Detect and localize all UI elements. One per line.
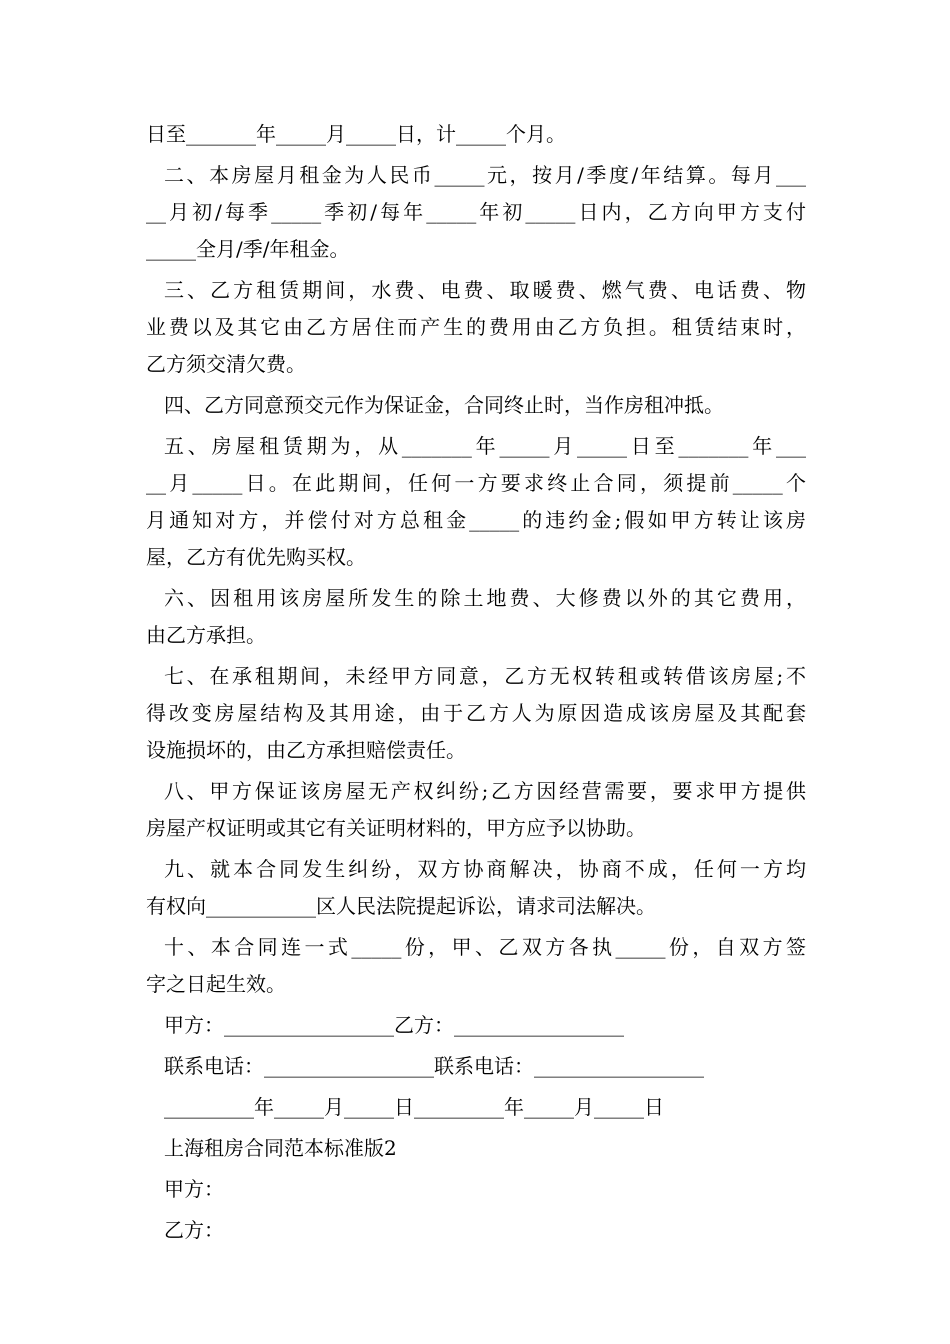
text-line: 屋，乙方有优先购买权。 — [146, 545, 366, 569]
para-7-sublet — [146, 658, 806, 769]
text-line: _________年_____月_____日_________年_____月_____日 — [164, 1095, 664, 1119]
para-5-period — [146, 428, 806, 576]
text-line: 甲方：_________________乙方：_________________ — [164, 1013, 624, 1037]
para-second-title — [146, 1130, 806, 1167]
text-line: 六、因租用该房屋所发生的除土地费、大修费以外的其它费用， — [164, 586, 806, 610]
text-line: 七、在承租期间，未经甲方同意，乙方无权转租或转借该房屋;不 — [164, 664, 806, 688]
para-9-dispute — [146, 851, 806, 925]
text-line: 甲方： — [164, 1177, 224, 1201]
text-line: __月初/每季_____季初/每年_____年初_____日内，乙方向甲方支付 — [146, 200, 806, 224]
para-signature-phones — [146, 1048, 806, 1085]
text-line: 五、房屋租赁期为，从_______年_____月_____日至_______年___ — [164, 434, 806, 458]
text-line: 有权向___________区人民法院提起诉讼，请求司法解决。 — [146, 894, 656, 918]
text-line: _____全月/季/年租金。 — [146, 237, 350, 261]
para-2-rent — [146, 157, 806, 268]
para-term-end — [146, 116, 806, 153]
text-line: 得改变房屋结构及其用途，由于乙方人为原因造成该房屋及其配套 — [146, 701, 806, 725]
para-signature-dates — [146, 1089, 806, 1126]
text-line: 八、甲方保证该房屋无产权纠纷;乙方因经营需要，要求甲方提供 — [164, 779, 806, 803]
text-line: 联系电话：_________________联系电话：_________________ — [164, 1054, 704, 1078]
para-10-copies — [146, 929, 806, 1003]
text-line: 十、本合同连一式_____份，甲、乙双方各执_____份，自双方签 — [164, 935, 806, 959]
text-line: 设施损坏的，由乙方承担赔偿责任。 — [146, 738, 466, 762]
text-line: 月通知对方，并偿付对方总租金_____的违约金;假如甲方转让该房 — [146, 508, 806, 532]
para-6-costs — [146, 580, 806, 654]
text-line: 由乙方承担。 — [146, 623, 266, 647]
text-line: 房屋产权证明或其它有关证明材料的，甲方应予以协助。 — [146, 816, 646, 840]
text-line: 乙方须交清欠费。 — [146, 352, 306, 376]
para-3-fees — [146, 272, 806, 383]
text-line: 九、就本合同发生纠纷，双方协商解决，协商不成，任何一方均 — [164, 857, 806, 881]
text-line: 上海租房合同范本标准版2 — [164, 1136, 397, 1160]
para-second-party-b — [146, 1212, 806, 1249]
para-8-title — [146, 773, 806, 847]
text-line: 乙方： — [164, 1218, 224, 1242]
text-line: 三、乙方租赁期间，水费、电费、取暖费、燃气费、电话费、物 — [164, 278, 806, 302]
text-line: 二、本房屋月租金为人民币_____元，按月/季度/年结算。每月___ — [164, 163, 806, 187]
text-line: 四、乙方同意预交元作为保证金，合同终止时，当作房租冲抵。 — [164, 393, 724, 417]
text-line: __月_____日。在此期间，任何一方要求终止合同，须提前_____个 — [146, 471, 806, 495]
document-body — [146, 116, 806, 1249]
para-4-deposit — [146, 387, 806, 424]
para-signature-parties — [146, 1007, 806, 1044]
text-line: 日至_______年_____月_____日，计_____个月。 — [146, 122, 566, 146]
text-line: 业费以及其它由乙方居住而产生的费用由乙方负担。租赁结束时， — [146, 315, 806, 339]
text-line: 字之日起生效。 — [146, 972, 286, 996]
para-second-party-a — [146, 1171, 806, 1208]
